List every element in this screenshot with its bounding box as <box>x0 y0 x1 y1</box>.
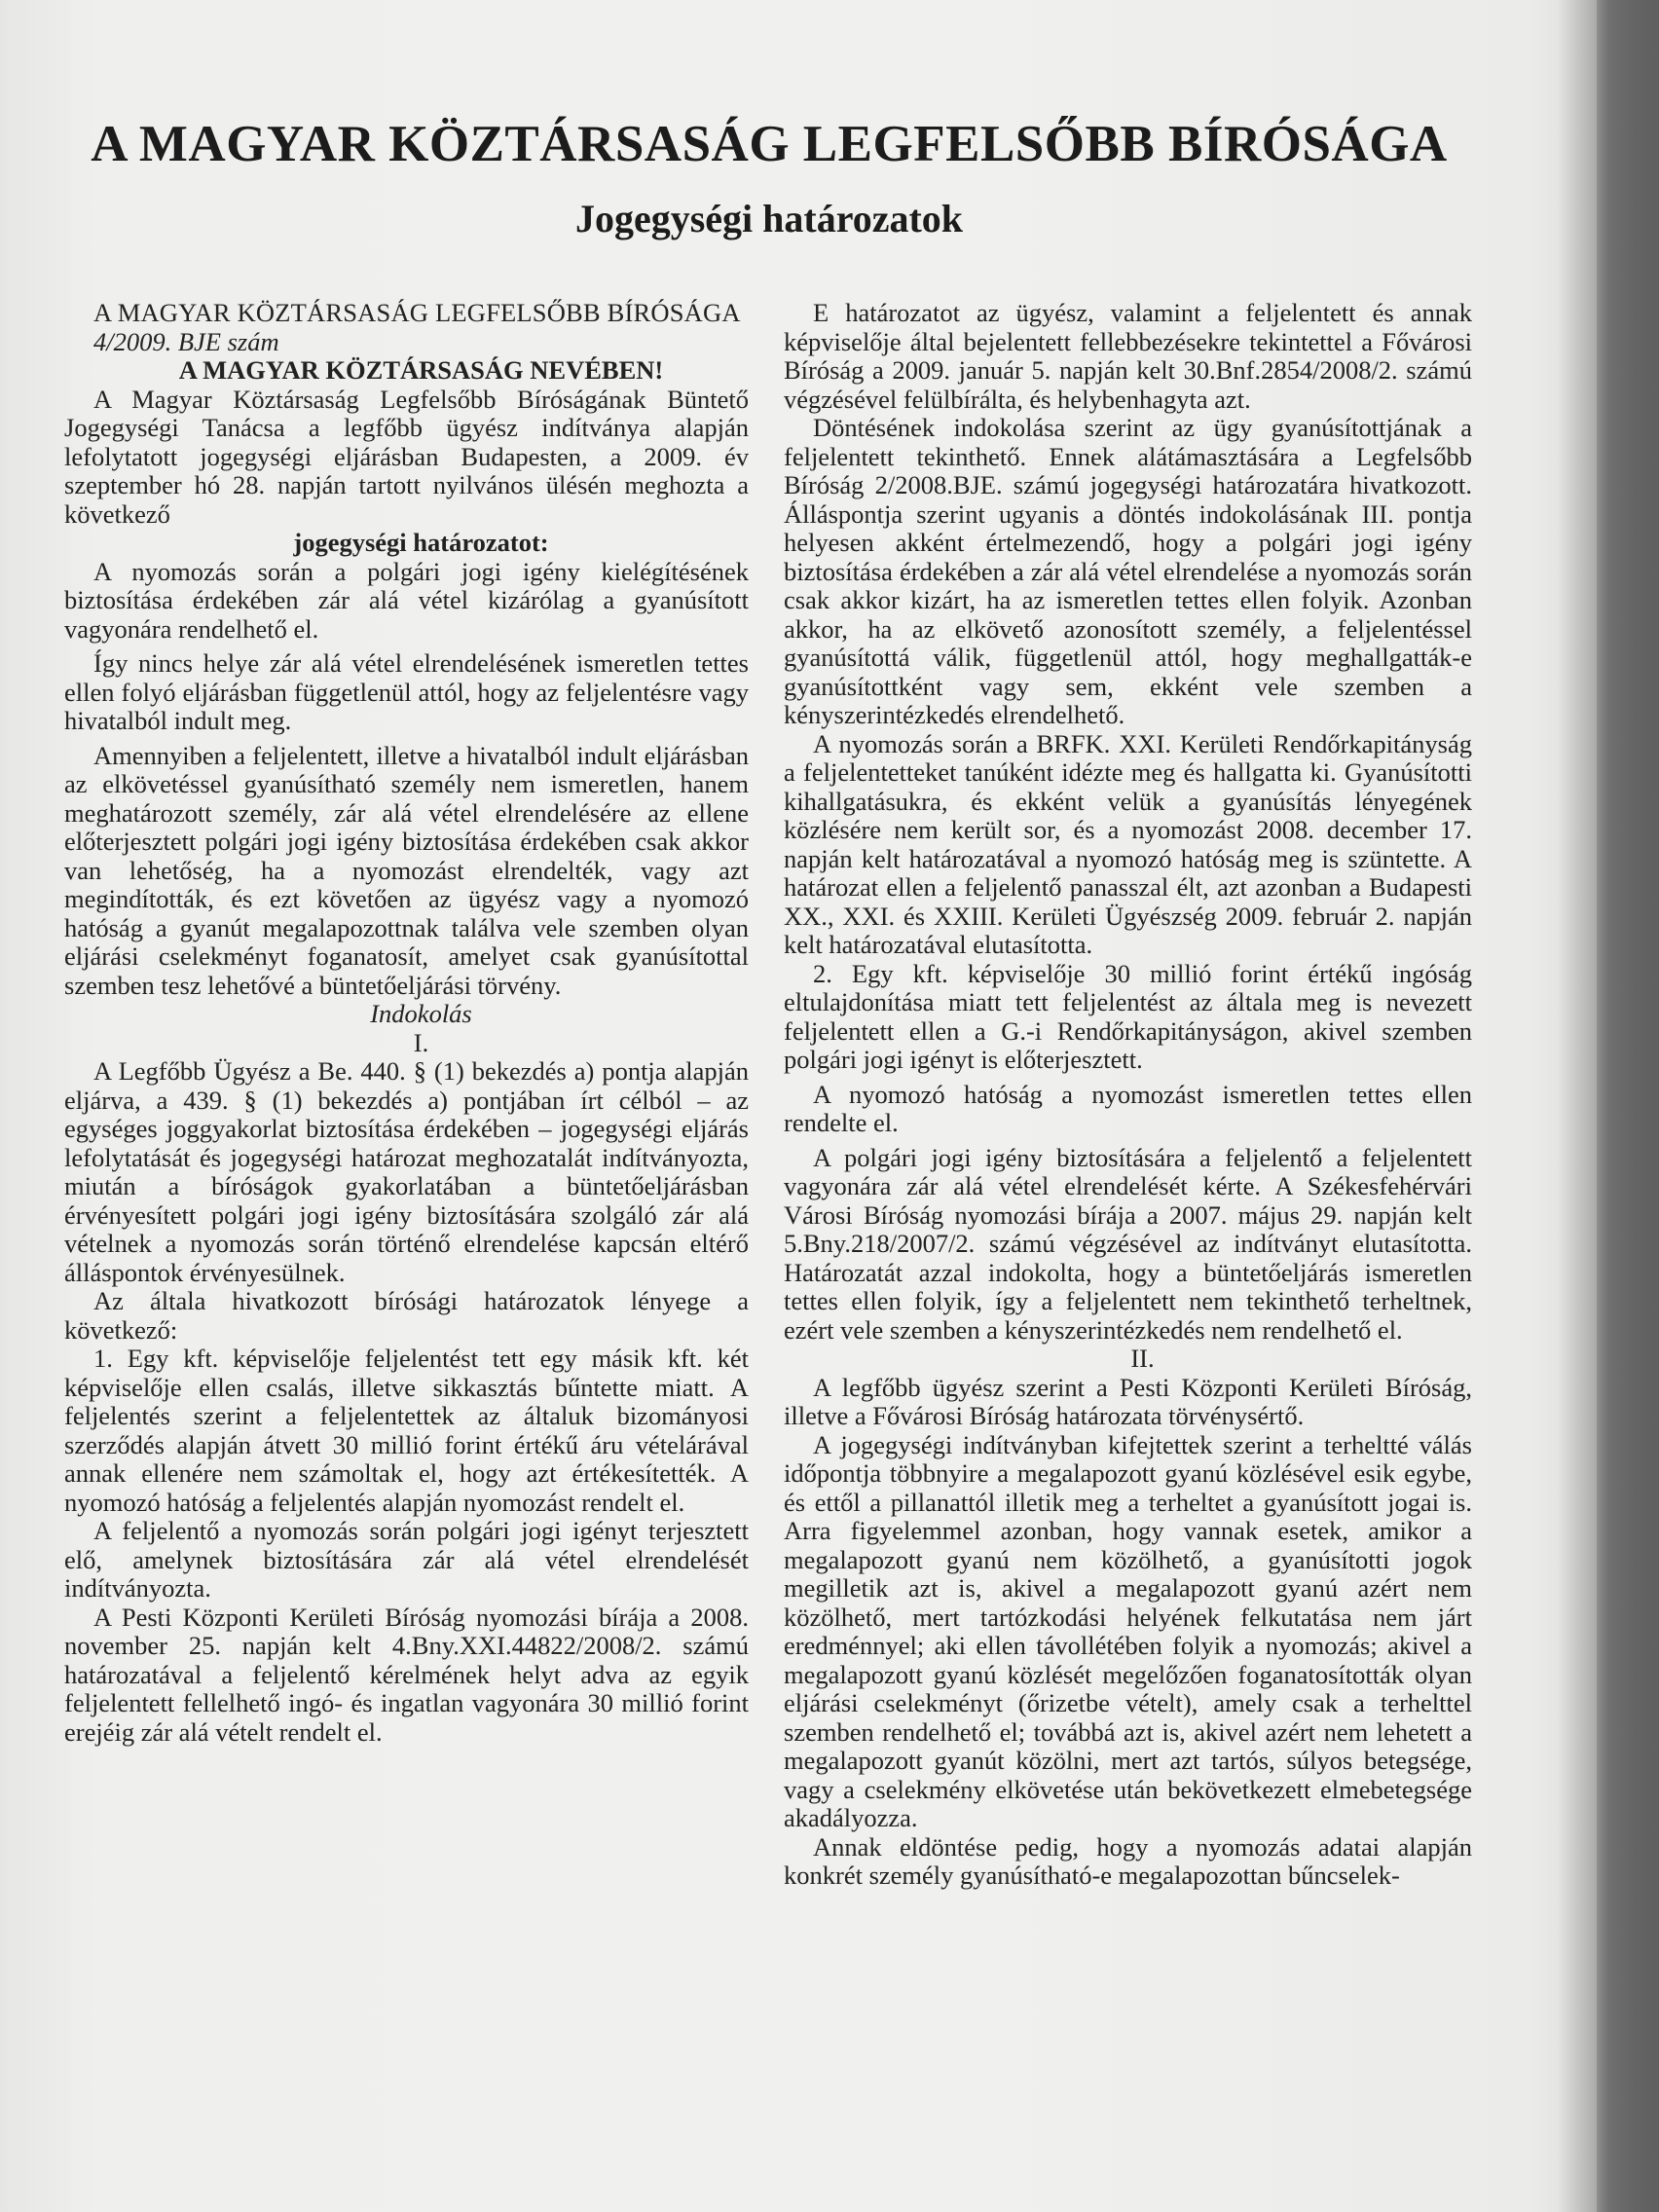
decision-paragraph-2: Így nincs helye zár alá vétel elrendelésének ismeretlen tettes ellen folyó eljárásban függetlenül attól, hogy az feljelentésre vagy hivatalból indult meg. <box>64 648 749 735</box>
decision-heading: jogegységi határozatot: <box>293 528 549 557</box>
right-paragraph-9: Annak eldöntése pedig, hogy a nyomozás adatai alapján konkrét személy gyanúsítható-e megalapozottan bűncselek- <box>784 1831 1472 1890</box>
reasoning-paragraph-5: A Pesti Központi Kerületi Bíróság nyomozási bírája a 2008. november 25. napján kelt 4.Bny.XXI.44822/2008/2. számú határozatával a feljelentő kérelmének helyt adva az egyik feljelentett fellelhető ingó- és ingatlan vagyonára 30 millió forint erejéig zár alá vételt rendelt el. <box>64 1602 749 1747</box>
reasoning-paragraph-4: A feljelentő a nyomozás során polgári jogi igényt terjesztett elő, amelynek biztosítására zár alá vétel elrendelését indítványozta. <box>64 1516 749 1603</box>
court-heading: A MAGYAR KÖZTÁRSASÁG LEGFELSŐBB BÍRÓSÁGA <box>93 298 741 327</box>
right-column <box>784 299 1472 1891</box>
page-subtitle: Jogegységi határozatok <box>574 197 964 241</box>
case-number: 4/2009. BJE szám <box>93 326 279 356</box>
right-paragraph-3: A nyomozás során a BRFK. XXI. Kerületi Rendőrkapitányság a feljelentetteket tanúként idézte meg és hallgatta ki. Gyanúsítotti kihallgatásukra, és ekként velük a gyanúsítás lényegének közlésére nem került sor, és a nyomozást 2008. december 17. napján kelt határozatával a nyomozó hatóság meg is szüntette. A határozat ellen a feljelentő panasszal élt, azt azonban a Budapesti XX., XXI. és XXIII. Kerületi Ügyészség 2009. február 2. napján kelt határozatával elutasította. <box>784 728 1472 959</box>
intro-paragraph: A Magyar Köztársaság Legfelsőbb Bíróságának Büntető Jogegységi Tanácsa a legfőbb ügyész indítványa alapján lefolytatott jogegységi eljárásban Budapesten, a 2009. év szeptember hó 28. napján tartott nyilvános ülésén meghozta a következő <box>64 384 749 529</box>
right-paragraph-5: A nyomozó hatóság a nyomozást ismeretlen tettes ellen rendelte el. <box>784 1079 1472 1137</box>
reasoning-paragraph-2: Az általa hivatkozott bírósági határozatok lényege a következő: <box>64 1286 749 1345</box>
right-paragraph-8: A jogegységi indítványban kifejtettek szerint a terheltté válás időpontja többnyire a megalapozott gyanú közlésével esik egybe, és ettől a pillanattól illetik meg a terheltet a gyanúsított jogai is. Arra figyelemmel azonban, hogy vannak esetek, amikor a megalapozott gyanú nem közölhető, a gyanúsítotti jogok megilletik azt is, akivel a megalapozott gyanú azért nem közölhető, mert tartózkodási helyének felkutatása nem járt eredménnyel; aki ellen távollétében folyik a nyomozás; akivel a megalapozott gyanú közlését megelőzően foganatosították olyan eljárási cselekményt (őrizetbe vételt), amely csak a terhelttel szemben rendelhető el; továbbá azt is, akivel azért nem lehetett a megalapozott gyanút közölni, mert azt tartós, súlyos betegsége, vagy a cselekmény elkövetése után bekövetkezett elmebetegsége akadályozza. <box>784 1429 1472 1832</box>
right-paragraph-6: A polgári jogi igény biztosítására a feljelentő a feljelentett vagyonára zár alá vétel elrendelését kérte. A Székesfehérvári Városi Bíróság nyomozási bírája a 2007. május 29. napján kelt 5.Bny.218/2007/2. számú végzésével az indítványt elutasította. Határozatát azzal indokolta, hogy a büntetőeljárás ismeretlen tettes ellen folyik, így a feljelentett nem tekinthető terheltnek, ezért vele szemben a kényszerintézkedés nem rendelhető el. <box>784 1142 1472 1345</box>
reasoning-heading: Indokolás <box>370 999 472 1028</box>
right-paragraph-4: 2. Egy kft. képviselője 30 millió forint értékű ingóság eltulajdonítása miatt tett feljelentést az általa meg is nevezett feljelentett ellen a G.-i Rendőrkapitányságon, akivel szemben polgári jogi igényt is előterjesztett. <box>784 958 1472 1074</box>
page-title: A MAGYAR KÖZTÁRSASÁG LEGFELSŐBB BÍRÓSÁGA <box>91 115 1448 172</box>
right-paragraph-7: A legfőbb ügyész szerint a Pesti Központi Kerületi Bíróság, illetve a Fővárosi Bíróság határozata törvénysértő. <box>784 1372 1472 1430</box>
section-heading-1: I. <box>413 1027 429 1057</box>
decision-paragraph-3: Amennyiben a feljelentett, illetve a hivatalból indult eljárásban az elkövetéssel gyanúsítható személy nem ismeretlen, hanem meghatározott személy, zár alá vétel elrendelésére az ellene előterjesztett polgári jogi igény biztosítása érdekében csak akkor van lehetőség, ha a nyomozást elrendelték, vagy azt megindították, és ezt követően az ügyész vagy a nyomozó hatóság a gyanút megalapozottnak találva vele szemben olyan eljárási cselekményt foganatosít, amelyet csak gyanúsítottal szemben tesz lehetővé a büntetőeljárási törvény. <box>64 740 749 1000</box>
decision-paragraph-1: A nyomozás során a polgári jogi igény kielégítésének biztosítása érdekében zár alá vétel kizárólag a gyanúsított vagyonára rendelhető el. <box>64 556 749 644</box>
right-paragraph-1: E határozatot az ügyész, valamint a feljelentett és annak képviselője által bejelentett fellebbezésekre tekintettel a Fővárosi Bíróság a 2009. január 5. napján kelt 30.Bnf.2854/2008/2. számú végzésével felülbírálta, és helybenhagyta azt. <box>784 298 1472 414</box>
section-heading-2: II. <box>1130 1344 1155 1373</box>
reasoning-paragraph-3: 1. Egy kft. képviselője feljelentést tett egy másik kft. két képviselője ellen csalás, illetve sikkasztás bűntette miatt. A feljelentés szerint a feljelentettek az általuk bizományosi szerződés alapján átvett 30 millió forint értékű áru vételárával annak ellenére nem számoltak el, hogy azt értékesítették. A nyomozó hatóság a feljelentés alapján nyomozást rendelt el. <box>64 1344 749 1517</box>
left-column <box>64 299 749 1747</box>
in-the-name-of: A MAGYAR KÖZTÁRSASÁG NEVÉBEN! <box>178 355 664 385</box>
page-edge-shadow <box>1558 0 1659 2212</box>
right-paragraph-2: Döntésének indokolása szerint az ügy gyanúsítottjának a feljelentett tekinthető. Ennek alátámasztására a Legfelsőbb Bíróság 2/2008.BJE. számú jogegységi határozatára hivatkozott. Álláspontja szerint ugyanis a döntés indokolásának III. pontja helyesen akként értelmezendő, hogy a polgári jogi igény biztosítása érdekében a zár alá vétel elrendelése a nyomozás során csak akkor kizárt, ha az ismeretlen tettes ellen folyik. Azonban akkor, ha az elkövető azonosított személy, a feljelentéssel gyanúsítottá válik, függetlenül attól, hogy meghallgatták-e gyanúsítottként vagy sem, ekként vele szemben a kényszerintézkedés elrendelhető. <box>784 413 1472 729</box>
reasoning-paragraph-1: A Legfőbb Ügyész a Be. 440. § (1) bekezdés a) pontja alapján eljárva, a 439. § (1) bekezdés a) pontjában írt célból – az egységes joggyakorlat biztosítása érdekében – jogegységi eljárás lefolytatását és jogegységi határozat meghozatalát indítványozta, miután a bíróságok gyakorlatában a büntetőeljárásban érvényesített polgári jogi igény biztosítására szolgáló zár alá vételnek a nyomozás során történő elrendelése kapcsán eltérő álláspontok érvényesülnek. <box>64 1056 749 1287</box>
